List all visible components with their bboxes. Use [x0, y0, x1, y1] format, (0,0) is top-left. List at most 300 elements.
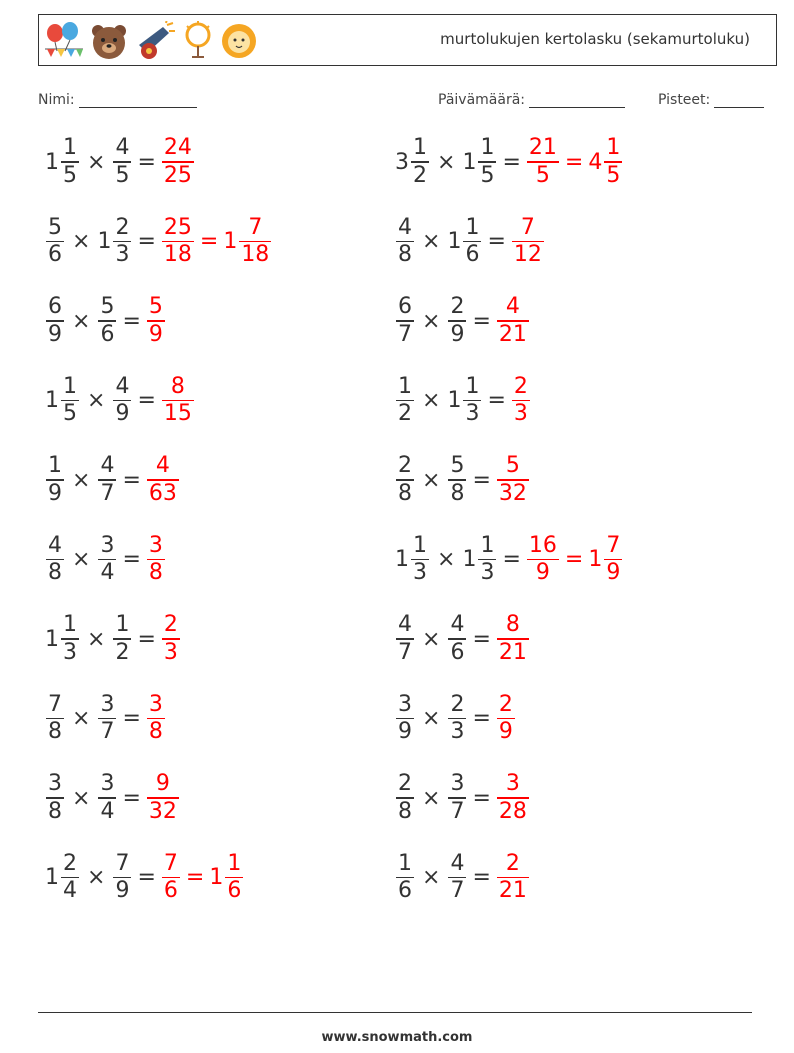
- problem-2: [395, 131, 623, 193]
- equals-sign: =: [122, 547, 141, 572]
- answer: [511, 374, 531, 428]
- answer-fraction: [147, 692, 165, 746]
- factor-a: [46, 692, 64, 746]
- answer: [146, 692, 166, 746]
- numerator: 4: [505, 294, 520, 320]
- problem-9: [45, 449, 180, 511]
- answer-equals-sign: =: [185, 865, 205, 890]
- numerator: 3: [148, 691, 163, 717]
- factor-b: [98, 692, 116, 746]
- numerator: 2: [163, 612, 178, 638]
- equals-sign: =: [137, 865, 156, 890]
- denominator: 6: [465, 242, 480, 268]
- equals-sign: =: [487, 229, 506, 254]
- numerator: 4: [450, 612, 465, 638]
- answer: [496, 294, 530, 348]
- numerator: 5: [505, 453, 520, 479]
- factor-a: [411, 135, 429, 189]
- denominator: 4: [100, 798, 115, 824]
- numerator: 6: [398, 294, 412, 320]
- lion-icon: [219, 21, 259, 61]
- answer-equals-sign: =: [199, 229, 219, 254]
- factor-b: [448, 851, 466, 905]
- problem-14: [395, 608, 530, 670]
- answer: [526, 135, 623, 189]
- answer-whole: 1: [209, 865, 224, 890]
- numerator: 1: [606, 135, 621, 161]
- factor-b: [448, 453, 466, 507]
- date-line: [529, 93, 625, 108]
- denominator: 9: [148, 321, 163, 347]
- denominator: 6: [100, 321, 115, 347]
- equals-sign: =: [487, 388, 506, 413]
- factor-a: [46, 533, 64, 587]
- numerator: 7: [520, 214, 535, 240]
- denominator: 5: [63, 401, 77, 427]
- factor-b: [463, 215, 481, 269]
- denominator: 15: [163, 401, 192, 427]
- numerator: 2: [63, 850, 77, 876]
- denominator: 7: [398, 321, 412, 347]
- whole-number: 1: [395, 547, 409, 572]
- numerator: 7: [163, 850, 178, 876]
- problem-10: [395, 449, 530, 511]
- numerator: 8: [170, 373, 185, 399]
- times-sign: ×: [422, 229, 441, 254]
- answer: [161, 135, 195, 189]
- answer-equals-sign: =: [564, 149, 584, 175]
- numerator: 4: [155, 453, 170, 479]
- cannon-icon: [133, 21, 177, 61]
- factor-b: [98, 294, 116, 348]
- times-sign: ×: [72, 467, 91, 493]
- numerator: 3: [100, 532, 115, 558]
- bear-icon: [89, 21, 129, 61]
- whole-number: 1: [447, 388, 462, 413]
- denominator: 5: [606, 162, 621, 188]
- problem-3: [45, 211, 272, 273]
- denominator: 21: [498, 639, 527, 665]
- numerator: 25: [163, 214, 192, 240]
- equals-sign: =: [122, 308, 141, 334]
- denominator: 3: [413, 560, 427, 586]
- denominator: 6: [163, 878, 178, 904]
- denominator: 6: [48, 242, 62, 268]
- times-sign: ×: [422, 308, 441, 334]
- answer: [146, 771, 180, 825]
- factor-b: [478, 135, 496, 189]
- factor-b: [113, 851, 131, 905]
- denominator: 8: [398, 242, 412, 268]
- times-sign: ×: [437, 149, 456, 175]
- numerator: 5: [148, 294, 163, 320]
- problem-18: [395, 767, 530, 829]
- answer: [146, 294, 166, 348]
- denominator: 18: [241, 242, 270, 268]
- whole-number: 1: [45, 626, 59, 652]
- denominator: 3: [450, 719, 465, 745]
- answer-fraction: [147, 453, 179, 507]
- denominator: 8: [48, 560, 62, 586]
- name-line: [79, 93, 197, 108]
- numerator: 5: [450, 453, 465, 479]
- answer: [526, 533, 623, 587]
- mirror-icon: [181, 21, 215, 61]
- denominator: 9: [48, 321, 62, 347]
- problem-5: [45, 290, 166, 352]
- numerator: 3: [100, 771, 115, 797]
- factor-a: [396, 215, 414, 269]
- factor-a: [46, 453, 64, 507]
- numerator: 2: [505, 850, 520, 876]
- score-field[interactable]: [658, 92, 764, 108]
- numerator: 4: [398, 214, 412, 240]
- whole-number: 1: [97, 229, 112, 254]
- denominator: 9: [115, 878, 130, 904]
- denominator: 8: [398, 798, 412, 824]
- numerator: 1: [398, 373, 412, 399]
- factor-a: [61, 612, 79, 666]
- times-sign: ×: [72, 785, 91, 811]
- numerator: 4: [100, 453, 115, 479]
- answer-mixed-fraction: [225, 851, 243, 905]
- numerator: 3: [100, 691, 115, 717]
- factor-b: [448, 771, 466, 825]
- answer-fraction: [497, 692, 515, 746]
- factor-a: [46, 215, 64, 269]
- answer: [496, 612, 530, 666]
- factor-b: [478, 533, 496, 587]
- numerator: 2: [398, 453, 412, 479]
- answer-fraction: [162, 135, 194, 189]
- denominator: 9: [606, 560, 621, 586]
- equals-sign: =: [502, 149, 521, 175]
- whole-number: 3: [395, 149, 409, 175]
- numerator: 6: [48, 294, 62, 320]
- problem-13: [45, 608, 181, 670]
- denominator: 9: [450, 321, 465, 347]
- header-icons: [43, 19, 259, 63]
- times-sign: ×: [422, 626, 441, 652]
- answer: [511, 215, 545, 269]
- denominator: 5: [535, 162, 550, 188]
- whole-number: 1: [462, 149, 477, 175]
- problem-8: [395, 370, 531, 432]
- denominator: 32: [498, 480, 527, 506]
- answer-fraction: [527, 135, 559, 189]
- problem-15: [45, 688, 166, 750]
- numerator: 9: [155, 771, 170, 797]
- whole-number: 1: [45, 388, 59, 413]
- numerator: 3: [398, 691, 412, 717]
- numerator: 3: [450, 771, 465, 797]
- numerator: 1: [227, 850, 242, 876]
- denominator: 6: [450, 639, 465, 665]
- answer-fraction: [147, 533, 165, 587]
- name-label: Nimi:: [38, 92, 75, 108]
- times-sign: ×: [437, 547, 456, 572]
- answer-equals-sign: =: [564, 547, 584, 572]
- factor-b: [448, 692, 466, 746]
- numerator: 4: [48, 532, 62, 558]
- times-sign: ×: [87, 865, 106, 890]
- equals-sign: =: [122, 706, 141, 731]
- denominator: 8: [450, 480, 465, 506]
- times-sign: ×: [72, 308, 91, 334]
- numerator: 5: [100, 294, 115, 320]
- date-label: Päivämäärä:: [438, 92, 525, 108]
- answer-fraction: [162, 374, 194, 428]
- numerator: 1: [63, 135, 77, 161]
- equals-sign: =: [472, 865, 491, 890]
- factor-b: [448, 294, 466, 348]
- factor-a: [396, 453, 414, 507]
- factor-a: [46, 771, 64, 825]
- denominator: 63: [148, 480, 177, 506]
- answer-mixed-fraction: [604, 533, 622, 587]
- answer-mixed-fraction: [604, 135, 622, 189]
- factor-b: [463, 374, 481, 428]
- denominator: 3: [480, 560, 495, 586]
- times-sign: ×: [422, 865, 441, 890]
- numerator: 2: [450, 691, 465, 717]
- equals-sign: =: [137, 229, 156, 254]
- answer-fraction: [512, 374, 530, 428]
- score-line: [714, 93, 764, 108]
- numerator: 4: [450, 850, 465, 876]
- factor-b: [98, 453, 116, 507]
- numerator: 2: [115, 214, 130, 240]
- whole-number: 1: [447, 229, 462, 254]
- numerator: 1: [398, 850, 412, 876]
- numerator: 2: [450, 294, 465, 320]
- numerator: 1: [48, 453, 62, 479]
- denominator: 9: [498, 719, 513, 745]
- numerator: 3: [48, 771, 62, 797]
- answer-whole: 1: [223, 229, 238, 254]
- numerator: 21: [528, 135, 557, 161]
- denominator: 4: [63, 878, 77, 904]
- problem-4: [395, 211, 545, 273]
- denominator: 2: [413, 162, 427, 188]
- denominator: 4: [100, 560, 115, 586]
- answer-fraction: [162, 612, 180, 666]
- worksheet-title: murtolukujen kertolasku (sekamurtoluku): [440, 30, 750, 48]
- times-sign: ×: [422, 467, 441, 493]
- numerator: 3: [148, 532, 163, 558]
- whole-number: 1: [462, 547, 477, 572]
- numerator: 4: [115, 373, 130, 399]
- denominator: 9: [398, 719, 412, 745]
- answer: [161, 374, 195, 428]
- problem-1: [45, 131, 195, 193]
- denominator: 2: [398, 401, 412, 427]
- factor-a: [396, 851, 414, 905]
- factor-b: [113, 612, 131, 666]
- denominator: 6: [398, 878, 412, 904]
- factor-b: [113, 374, 131, 428]
- factor-a: [396, 374, 414, 428]
- times-sign: ×: [422, 388, 441, 413]
- factor-b: [448, 612, 466, 666]
- equals-sign: =: [137, 149, 156, 175]
- whole-number: 1: [45, 865, 59, 890]
- equals-sign: =: [137, 388, 156, 413]
- times-sign: ×: [72, 229, 91, 254]
- answer-fraction: [527, 533, 559, 587]
- footer-divider: [38, 1012, 752, 1013]
- equals-sign: =: [472, 467, 491, 493]
- answer-fraction: [162, 215, 194, 269]
- numerator: 7: [248, 214, 263, 240]
- answer-fraction: [497, 771, 529, 825]
- numerator: 2: [513, 373, 528, 399]
- numerator: 4: [115, 135, 130, 161]
- problem-20: [395, 847, 530, 909]
- numerator: 1: [480, 135, 495, 161]
- answer: [161, 215, 272, 269]
- answer-mixed-fraction: [239, 215, 271, 269]
- equals-sign: =: [122, 785, 141, 811]
- factor-a: [396, 692, 414, 746]
- denominator: 28: [498, 798, 527, 824]
- problem-12: [395, 529, 623, 591]
- equals-sign: =: [472, 785, 491, 811]
- denominator: 18: [163, 242, 192, 268]
- numerator: 1: [413, 135, 427, 161]
- times-sign: ×: [422, 706, 441, 731]
- factor-a: [61, 374, 79, 428]
- denominator: 32: [148, 798, 177, 824]
- worksheet-header: [38, 14, 777, 66]
- denominator: 7: [450, 878, 465, 904]
- factor-a: [61, 135, 79, 189]
- problem-19: [45, 847, 244, 909]
- denominator: 5: [63, 162, 77, 188]
- numerator: 1: [63, 612, 77, 638]
- factor-b: [98, 533, 116, 587]
- numerator: 5: [48, 214, 62, 240]
- denominator: 7: [100, 480, 115, 506]
- answer: [161, 851, 244, 905]
- times-sign: ×: [422, 785, 441, 811]
- equals-sign: =: [122, 467, 141, 493]
- answer-fraction: [497, 612, 529, 666]
- answer: [161, 612, 181, 666]
- denominator: 12: [513, 242, 542, 268]
- denominator: 9: [115, 401, 130, 427]
- numerator: 7: [115, 850, 130, 876]
- times-sign: ×: [72, 547, 91, 572]
- numerator: 1: [115, 612, 130, 638]
- answer: [146, 453, 180, 507]
- problem-11: [45, 529, 166, 591]
- denominator: 3: [163, 639, 178, 665]
- answer-whole: 4: [588, 149, 603, 175]
- denominator: 6: [227, 878, 242, 904]
- numerator: 24: [163, 135, 192, 161]
- denominator: 3: [63, 639, 77, 665]
- times-sign: ×: [72, 706, 91, 731]
- factor-b: [113, 135, 131, 189]
- problem-17: [45, 767, 180, 829]
- whole-number: 1: [45, 149, 59, 175]
- factor-a: [396, 771, 414, 825]
- denominator: 8: [148, 560, 163, 586]
- denominator: 2: [115, 639, 130, 665]
- numerator: 1: [63, 373, 77, 399]
- factor-b: [98, 771, 116, 825]
- score-label: Pisteet:: [658, 92, 711, 108]
- denominator: 5: [480, 162, 495, 188]
- answer: [496, 771, 530, 825]
- answer-fraction: [497, 294, 529, 348]
- factor-a: [396, 294, 414, 348]
- equals-sign: =: [472, 308, 491, 334]
- factor-a: [61, 851, 79, 905]
- denominator: 9: [535, 560, 550, 586]
- factor-a: [396, 612, 414, 666]
- denominator: 3: [513, 401, 528, 427]
- numerator: 1: [465, 373, 480, 399]
- problem-16: [395, 688, 516, 750]
- answer-fraction: [497, 453, 529, 507]
- numerator: 1: [413, 532, 427, 558]
- numerator: 2: [498, 691, 513, 717]
- numerator: 1: [465, 214, 480, 240]
- answer-fraction: [147, 294, 165, 348]
- footer-url: www.snowmath.com: [321, 1030, 473, 1045]
- problem-7: [45, 370, 195, 432]
- equals-sign: =: [472, 706, 491, 731]
- factor-a: [46, 294, 64, 348]
- date-field[interactable]: [438, 92, 625, 108]
- denominator: 8: [398, 480, 412, 506]
- balloons-icon: [43, 21, 85, 61]
- denominator: 21: [498, 321, 527, 347]
- equals-sign: =: [502, 547, 521, 572]
- denominator: 8: [48, 719, 62, 745]
- denominator: 25: [163, 162, 192, 188]
- answer-fraction: [147, 771, 179, 825]
- answer-fraction: [497, 851, 529, 905]
- denominator: 8: [148, 719, 163, 745]
- answer-whole: 1: [588, 547, 603, 572]
- times-sign: ×: [87, 149, 106, 175]
- denominator: 3: [115, 242, 130, 268]
- answer: [146, 533, 166, 587]
- numerator: 7: [606, 532, 621, 558]
- numerator: 8: [505, 612, 520, 638]
- equals-sign: =: [137, 626, 156, 652]
- denominator: 21: [498, 878, 527, 904]
- times-sign: ×: [87, 626, 106, 652]
- denominator: 7: [100, 719, 115, 745]
- problem-6: [395, 290, 530, 352]
- equals-sign: =: [472, 626, 491, 652]
- denominator: 8: [48, 798, 62, 824]
- numerator: 16: [528, 532, 557, 558]
- numerator: 2: [398, 771, 412, 797]
- denominator: 7: [398, 639, 412, 665]
- numerator: 3: [505, 771, 520, 797]
- answer: [496, 692, 516, 746]
- denominator: 9: [48, 480, 62, 506]
- factor-a: [411, 533, 429, 587]
- answer: [496, 453, 530, 507]
- name-field[interactable]: [38, 92, 197, 108]
- numerator: 7: [48, 691, 62, 717]
